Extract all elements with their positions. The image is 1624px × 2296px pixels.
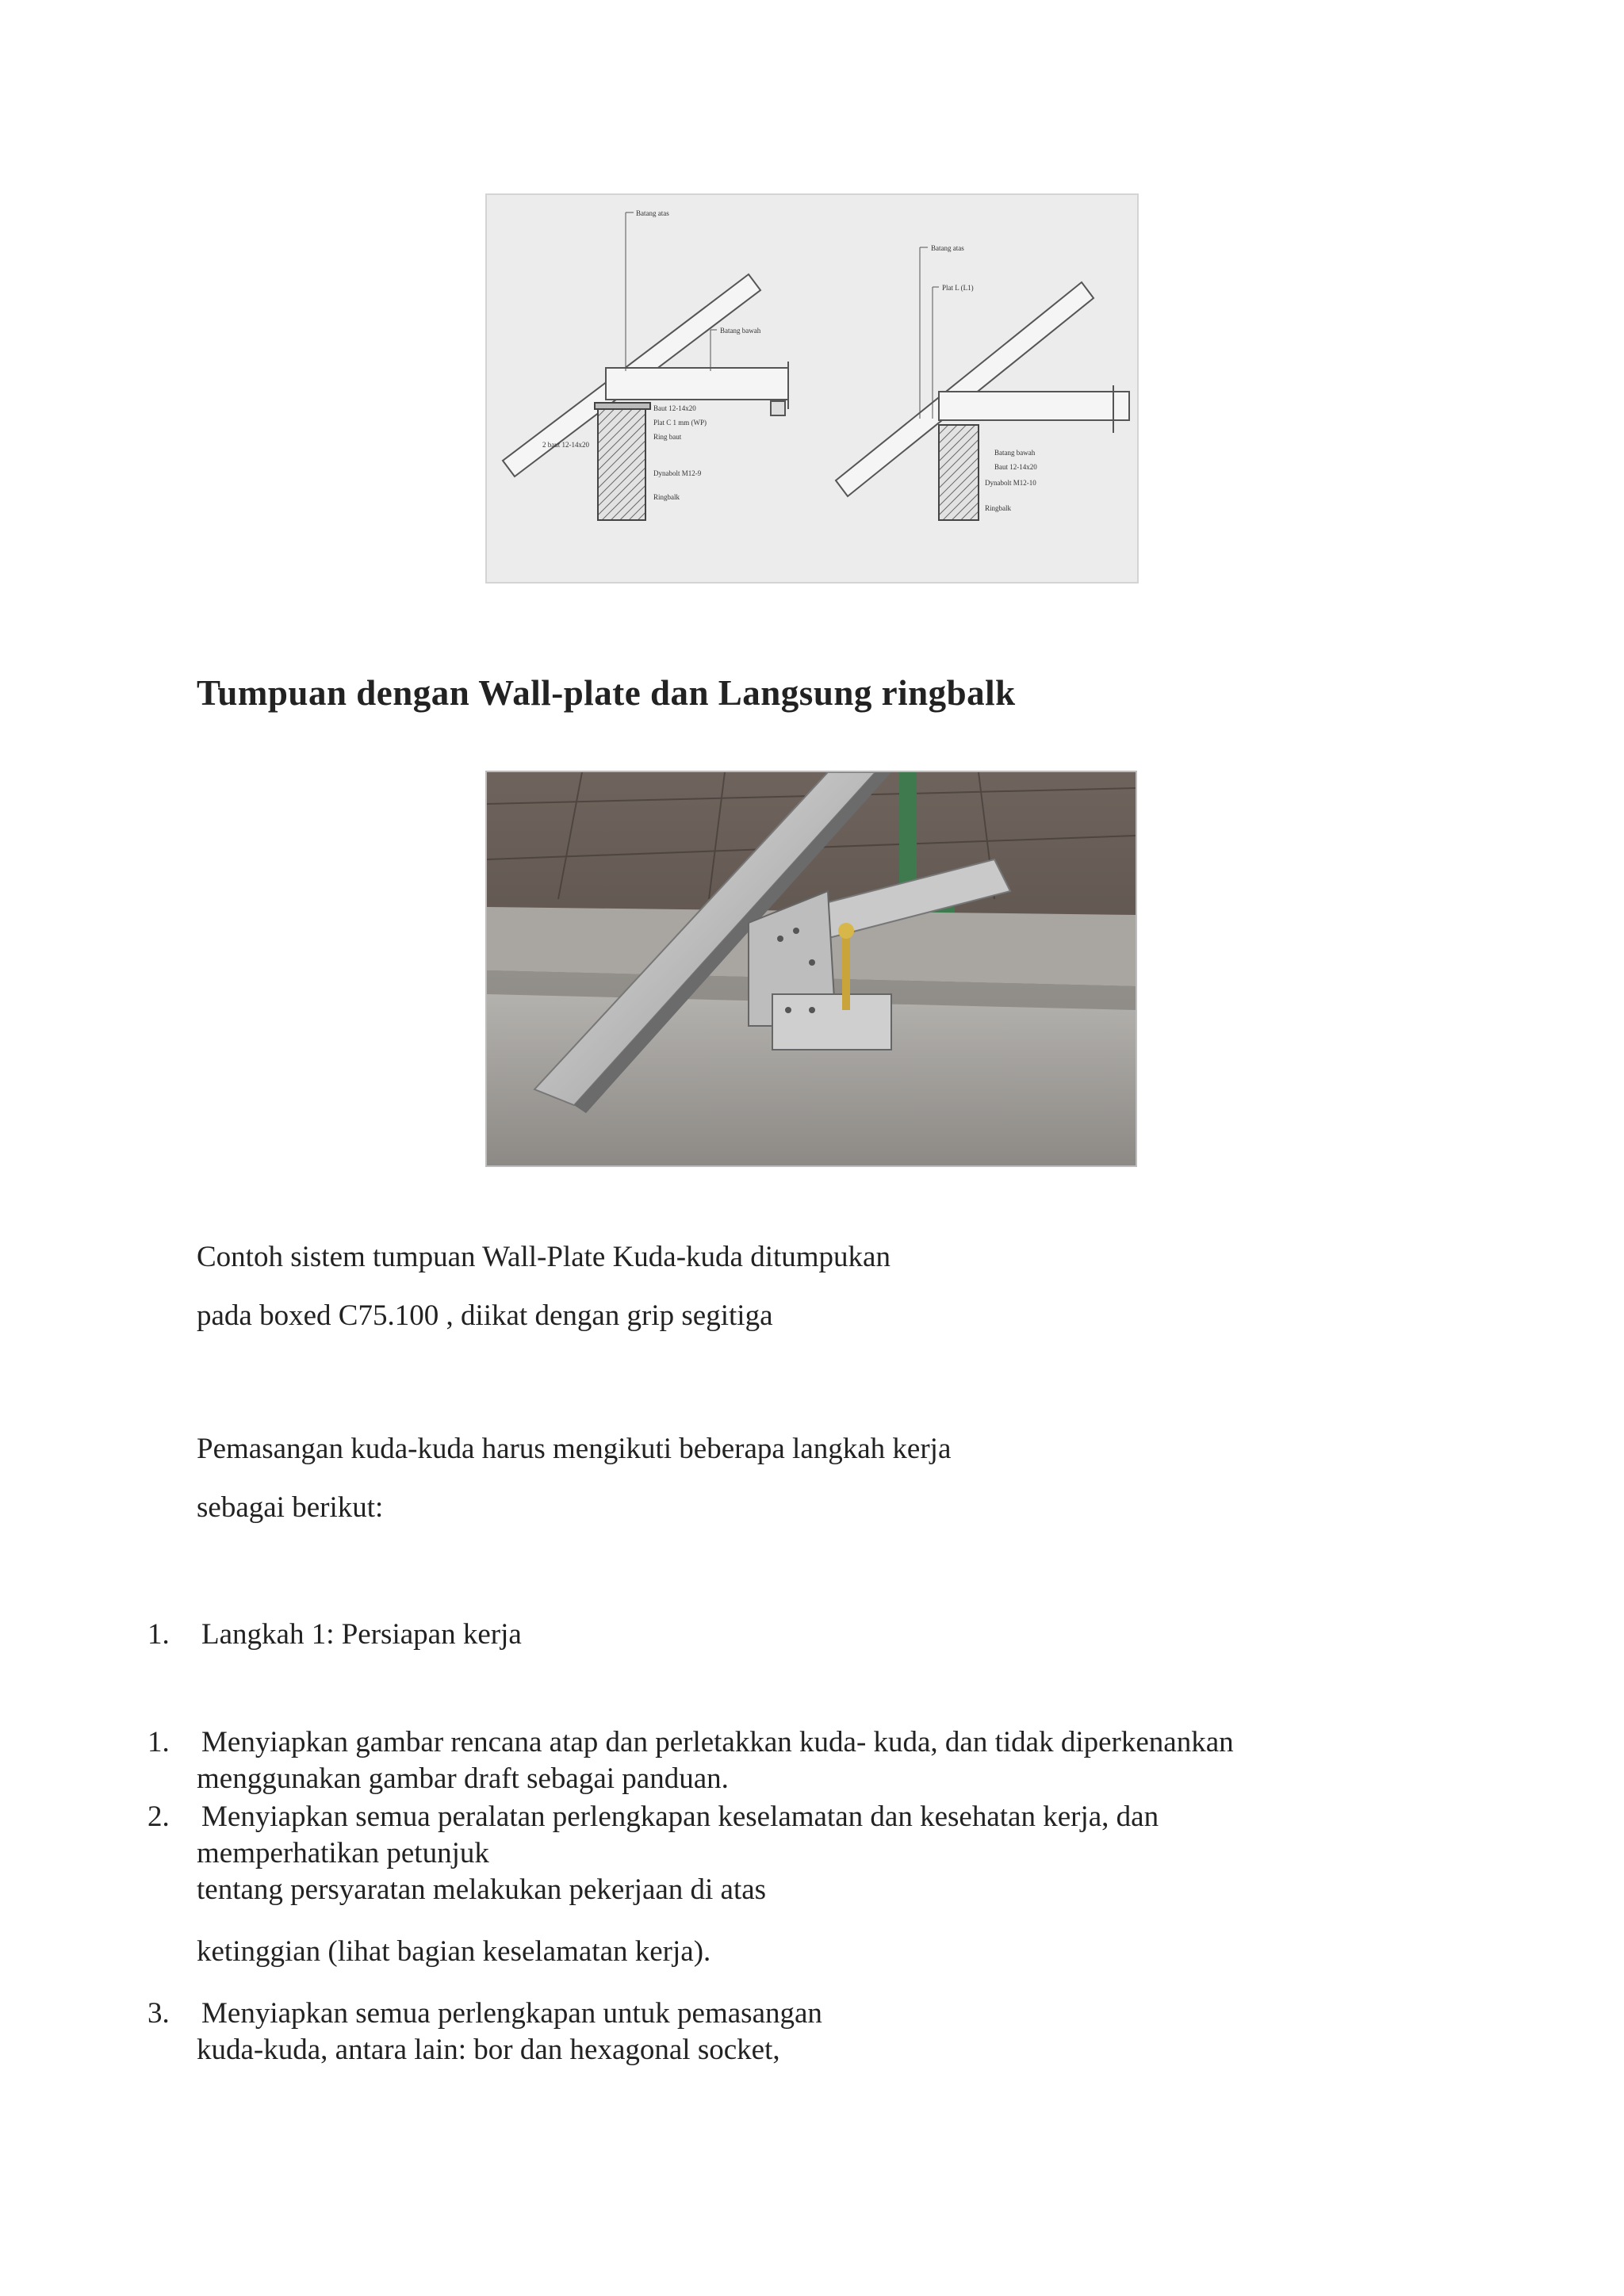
left-support-detail [503, 212, 788, 520]
left-label-2: Baut 12-14x20 [653, 404, 696, 412]
item-number: 2. [147, 1800, 170, 1833]
wall-plate-support-photo [485, 771, 1137, 1167]
right-label-4: Dynabolt M12-10 [985, 479, 1036, 487]
section-heading: Tumpuan dengan Wall-plate dan Langsung ringbalk [197, 673, 1016, 713]
left-label-0: Batang atas [636, 209, 669, 217]
item-3-line-2: kuda-kuda, antara lain: bor dan hexagonal socket, [197, 2034, 780, 2066]
item-2-line-4: ketinggian (lihat bagian keselamatan kerja). [197, 1935, 711, 1968]
step-title: Langkah 1: Persiapan kerja [201, 1618, 522, 1651]
photo-caption-line-2: pada boxed C75.100 , diikat dengan grip segitiga [197, 1299, 773, 1332]
right-label-1: Plat L (L1) [942, 284, 974, 292]
wall-plate-photo-svg [487, 772, 1136, 1165]
left-label-3: Plat C 1 mm (WP) [653, 419, 707, 427]
left-label-6: Ringbalk [653, 493, 680, 501]
left-label-4: Ring baut [653, 433, 682, 441]
left-label-1: Batang bawah [720, 327, 761, 335]
truss-support-detail-svg [487, 195, 1137, 582]
photo-caption-line-1: Contoh sistem tumpuan Wall-Plate Kuda-kuda ditumpukan [197, 1241, 891, 1273]
right-label-3: Baut 12-14x20 [994, 463, 1037, 471]
truss-support-detail-drawing [485, 193, 1139, 584]
item-2-line-3: tentang persyaratan melakukan pekerjaan di atas [197, 1873, 767, 1906]
item-number: 3. [147, 1997, 170, 2030]
item-number: 1. [147, 1726, 170, 1758]
intro-line-1: Pemasangan kuda-kuda harus mengikuti beberapa langkah kerja [197, 1433, 952, 1465]
item-2-line-1: Menyiapkan semua peralatan perlengkapan keselamatan dan kesehatan kerja, dan [201, 1800, 1159, 1833]
right-support-detail [836, 247, 1129, 520]
item-1-line-2: menggunakan gambar draft sebagai panduan. [197, 1762, 729, 1795]
left-label-5: Dynabolt M12-9 [653, 469, 702, 477]
item-1-line-1: Menyiapkan gambar rencana atap dan perletakkan kuda- kuda, dan tidak diperkenankan [201, 1726, 1234, 1758]
step-number: 1. [147, 1618, 170, 1651]
right-label-2: Batang bawah [994, 449, 1036, 457]
right-label-0: Batang atas [931, 244, 964, 252]
item-2-line-2: memperhatikan petunjuk [197, 1837, 489, 1869]
right-label-5: Ringbalk [985, 504, 1011, 512]
left-label-7: 2 baut 12-14x20 [542, 441, 589, 449]
intro-line-2: sebagai berikut: [197, 1491, 384, 1524]
item-3-line-1: Menyiapkan semua perlengkapan untuk pemasangan [201, 1997, 822, 2030]
